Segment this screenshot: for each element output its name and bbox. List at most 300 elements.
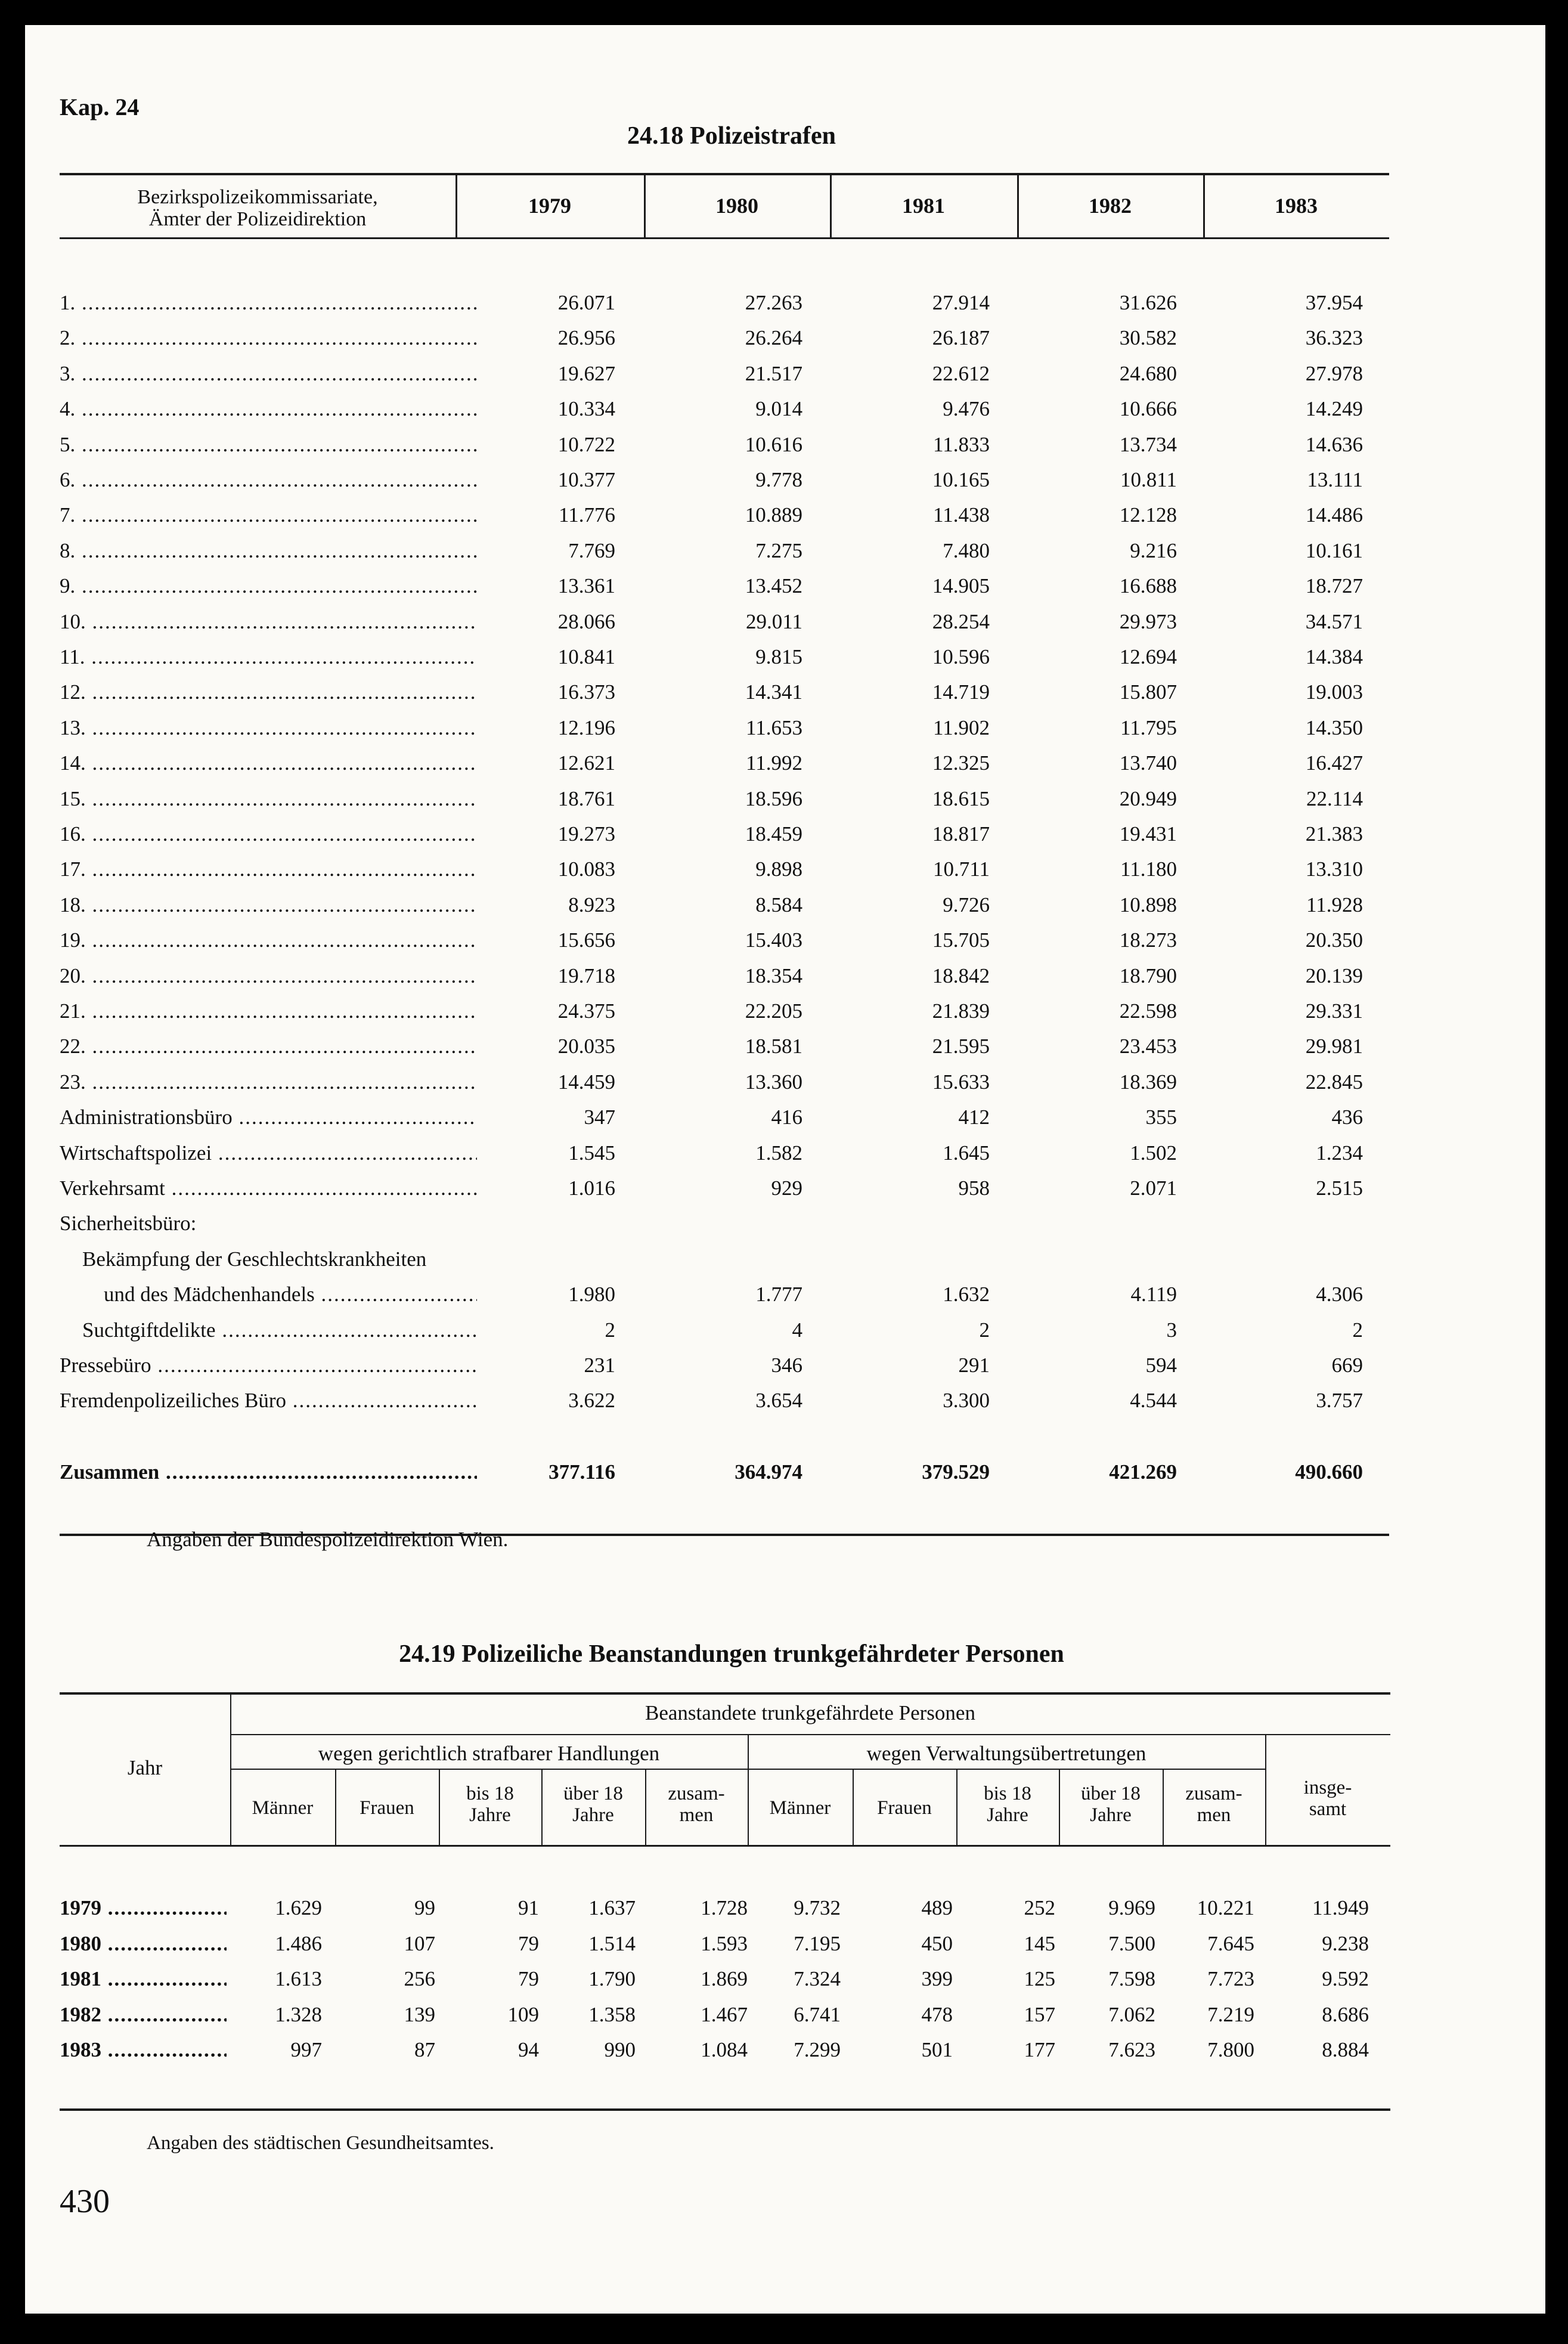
cell-1983: 14.350 — [1305, 716, 1363, 739]
table-row — [60, 1349, 1389, 1382]
cell-1982: 4.119 — [1130, 1283, 1177, 1306]
cell: 1.358 — [588, 2002, 636, 2026]
cell-1982: 13.740 — [1119, 751, 1177, 775]
subheader-5: Männer — [769, 1797, 831, 1819]
table-row — [60, 818, 1389, 851]
cell-1983: 669 — [1331, 1354, 1363, 1377]
row-label: Zusammen — [60, 1460, 160, 1484]
cell-1979: 10.083 — [557, 857, 615, 881]
cell-1983: 490.660 — [1295, 1460, 1363, 1484]
table-row — [60, 924, 1389, 957]
cell-1979: 1.016 — [568, 1176, 615, 1200]
table-row — [60, 286, 1389, 320]
cell-1980: 10.889 — [745, 503, 802, 527]
year-header-1981: 1981 — [902, 194, 945, 218]
cell-1980: 18.596 — [745, 787, 802, 810]
cell-1981: 291 — [958, 1354, 990, 1377]
cell: 11.949 — [1312, 1896, 1369, 1919]
cell-1983: 37.954 — [1305, 291, 1363, 314]
row-label: 6. — [60, 468, 76, 491]
cell: 7.324 — [794, 1967, 841, 1990]
cell-1979: 7.769 — [568, 538, 615, 562]
cell-1981: 14.719 — [932, 680, 990, 704]
cell-1979: 1.545 — [568, 1141, 615, 1165]
cell-1981: 3.300 — [943, 1389, 990, 1413]
cell-1983: 14.249 — [1305, 397, 1363, 421]
cell: 7.800 — [1207, 2038, 1254, 2061]
row-label: 2. — [60, 326, 76, 350]
subheader-8: über 18 Jahre — [1081, 1783, 1141, 1826]
row-label: 1. — [60, 291, 76, 314]
cell-1980: 18.581 — [745, 1035, 802, 1058]
cell: 79 — [518, 1967, 539, 1990]
cell-1982: 29.973 — [1119, 609, 1177, 633]
row-label: 18. — [60, 893, 86, 916]
cell-1979: 26.071 — [557, 291, 615, 314]
year-header-1982: 1982 — [1089, 194, 1132, 218]
cell-1979: 3.622 — [568, 1389, 615, 1413]
cell-1982: 13.734 — [1119, 432, 1177, 456]
cell: 87 — [414, 2038, 435, 2061]
cell-1979: 10.722 — [557, 432, 615, 456]
table-row — [60, 357, 1389, 391]
cell: 7.219 — [1207, 2002, 1254, 2026]
cell: 125 — [1024, 1967, 1055, 1990]
cell-1981: 18.842 — [932, 964, 990, 987]
table-row — [60, 428, 1389, 462]
cell-1980: 15.403 — [745, 928, 802, 952]
cell-1979: 28.066 — [557, 609, 615, 633]
table-row — [60, 1172, 1389, 1205]
row-label: 11. — [60, 645, 85, 668]
cell-1980: 14.341 — [745, 680, 802, 704]
row-year: 1979 — [60, 1896, 101, 1919]
row-label: Bekämpfung der Geschlechtskrankheiten — [82, 1247, 427, 1271]
cell-1982: 15.807 — [1119, 680, 1177, 704]
subheader-3: über 18 Jahre — [563, 1783, 623, 1826]
year-header-1979: 1979 — [528, 194, 571, 218]
cell-1982: 30.582 — [1119, 326, 1177, 350]
row-year: 1980 — [60, 1931, 101, 1955]
drunk-persons-table — [60, 1692, 1390, 2134]
cell-1982: 9.216 — [1130, 538, 1177, 562]
subheader-2: bis 18 Jahre — [466, 1783, 514, 1826]
cell-1983: 21.383 — [1305, 822, 1363, 846]
cell-1981: 10.596 — [932, 645, 990, 668]
cell: 1.084 — [701, 2038, 748, 2061]
subheader-9: zusam- men — [1185, 1783, 1242, 1826]
cell: 7.723 — [1207, 1967, 1254, 1990]
cell-1981: 11.902 — [933, 716, 990, 739]
cell-1980: 26.264 — [745, 326, 802, 350]
subheader-7: bis 18 Jahre — [984, 1783, 1031, 1826]
cell-1983: 1.234 — [1316, 1141, 1363, 1165]
row-label: 13. — [60, 716, 86, 739]
cell: 7.623 — [1108, 2038, 1155, 2061]
cell-1982: 16.688 — [1119, 574, 1177, 598]
cell-1980: 9.898 — [755, 857, 802, 881]
cell-1983: 3.757 — [1316, 1389, 1363, 1413]
cell-1983: 27.978 — [1305, 361, 1363, 385]
cell-1980: 18.459 — [745, 822, 802, 846]
cell-1980: 9.815 — [755, 645, 802, 668]
cell-1981: 412 — [958, 1106, 990, 1129]
row-label: 23. — [60, 1070, 86, 1094]
row-label: 15. — [60, 787, 86, 810]
cell-1982: 10.811 — [1120, 468, 1177, 491]
row-label: 4. — [60, 397, 76, 421]
cell-1979: 24.375 — [557, 999, 615, 1023]
row-label: 12. — [60, 680, 86, 704]
cell-1982: 23.453 — [1119, 1035, 1177, 1058]
cell: 9.238 — [1322, 1931, 1369, 1955]
cell-1980: 13.360 — [745, 1070, 802, 1094]
row-label: Fremdenpolizeiliches Büro — [60, 1389, 287, 1413]
table-row — [60, 995, 1389, 1028]
table-row — [60, 569, 1389, 603]
table-row — [60, 392, 1389, 426]
cell: 10.221 — [1197, 1896, 1254, 1919]
cell: 7.299 — [794, 2038, 841, 2061]
section-label — [60, 1207, 1389, 1240]
row-label: 14. — [60, 751, 86, 775]
cell-1981: 11.833 — [933, 432, 990, 456]
cell-1979: 10.841 — [557, 645, 615, 668]
cell-1980: 21.517 — [745, 361, 802, 385]
cell-1981: 28.254 — [932, 609, 990, 633]
row-label: 9. — [60, 574, 76, 598]
year-column-header: Jahr — [127, 1756, 163, 1779]
subheader-1: Frauen — [360, 1797, 414, 1819]
cell-1982: 20.949 — [1119, 787, 1177, 810]
cell-1982: 22.598 — [1119, 999, 1177, 1023]
cell-1983: 11.928 — [1306, 893, 1363, 916]
row-label: 3. — [60, 361, 76, 385]
table-row — [60, 605, 1389, 639]
table2-source: Angaben des städtischen Gesundheitsamtes. — [147, 2132, 494, 2154]
page-number: 430 — [60, 2183, 110, 2220]
cell-1981: 27.914 — [932, 291, 990, 314]
cell-1981: 12.325 — [932, 751, 990, 775]
cell: 7.500 — [1108, 1931, 1155, 1955]
cell-1979: 12.196 — [557, 716, 615, 739]
table-row — [60, 1384, 1389, 1417]
cell-1983: 436 — [1331, 1106, 1363, 1129]
row-label: 5. — [60, 432, 76, 456]
cell-1980: 18.354 — [745, 964, 802, 987]
cell-1982: 355 — [1145, 1106, 1177, 1129]
cell: 1.514 — [588, 1931, 636, 1955]
cell: 99 — [414, 1896, 435, 1919]
cell: 177 — [1024, 2038, 1055, 2061]
cell-1983: 10.161 — [1305, 538, 1363, 562]
total-header: insge- samt — [1303, 1777, 1352, 1820]
cell: 7.062 — [1108, 2002, 1155, 2026]
cell-1981: 11.438 — [933, 503, 990, 527]
cell: 8.686 — [1322, 2002, 1369, 2026]
row-label: und des Mädchenhandels — [104, 1283, 315, 1306]
table-row — [60, 888, 1389, 922]
cell-1981: 18.817 — [932, 822, 990, 846]
cell-1980: 11.653 — [746, 716, 802, 739]
cell: 9.732 — [794, 1896, 841, 1919]
cell-1982: 12.128 — [1119, 503, 1177, 527]
cell-1982: 594 — [1145, 1354, 1177, 1377]
cell-1981: 21.839 — [932, 999, 990, 1023]
cell-1980: 10.616 — [745, 432, 802, 456]
cell-1981: 14.905 — [932, 574, 990, 598]
cell: 9.969 — [1108, 1896, 1155, 1919]
row-label: 8. — [60, 538, 76, 562]
cell-1982: 31.626 — [1119, 291, 1177, 314]
total-row — [60, 1456, 1389, 1489]
cell-1979: 13.361 — [557, 574, 615, 598]
cell-1981: 1.645 — [943, 1141, 990, 1165]
cell-1983: 36.323 — [1305, 326, 1363, 350]
cell-1979: 19.627 — [557, 361, 615, 385]
cell-1982: 3 — [1166, 1318, 1177, 1342]
cell: 997 — [290, 2038, 322, 2061]
table-row — [60, 853, 1389, 886]
table-row — [60, 1314, 1389, 1347]
cell-1982: 421.269 — [1109, 1460, 1177, 1484]
year-header-1983: 1983 — [1275, 194, 1318, 218]
main-header: Beanstandete trunkgefährdete Personen — [645, 1701, 975, 1724]
cell: 489 — [921, 1896, 953, 1919]
cell-1982: 11.795 — [1120, 716, 1177, 739]
cell: 1.467 — [701, 2002, 748, 2026]
cell-1983: 2.515 — [1316, 1176, 1363, 1200]
cell: 8.884 — [1322, 2038, 1369, 2061]
cell-1980: 11.992 — [746, 751, 802, 775]
group-criminal-header: wegen gerichtlich strafbarer Handlungen — [318, 1742, 660, 1765]
table1-source: Angaben der Bundespolizeidirektion Wien. — [147, 1528, 509, 1551]
row-label: 16. — [60, 822, 86, 846]
cell-1981: 15.705 — [932, 928, 990, 952]
cell: 6.741 — [794, 2002, 841, 2026]
cell-1979: 12.621 — [557, 751, 615, 775]
chapter-label: Kap. 24 — [60, 94, 140, 120]
cell: 7.195 — [794, 1931, 841, 1955]
table-row — [60, 321, 1389, 355]
cell: 7.645 — [1207, 1931, 1254, 1955]
cell-1983: 18.727 — [1305, 574, 1363, 598]
cell-1981: 2 — [979, 1318, 990, 1342]
year-header-1980: 1980 — [715, 194, 758, 218]
cell-1982: 19.431 — [1119, 822, 1177, 846]
table-row — [60, 1030, 1389, 1063]
cell: 91 — [518, 1896, 539, 1919]
cell-1980: 8.584 — [755, 893, 802, 916]
cell-1980: 27.263 — [745, 291, 802, 314]
cell-1982: 1.502 — [1130, 1141, 1177, 1165]
cell: 109 — [507, 2002, 539, 2026]
cell: 1.629 — [275, 1896, 322, 1919]
subheader-0: Männer — [252, 1797, 314, 1819]
row-label: Suchtgiftdelikte — [82, 1318, 216, 1342]
cell-1981: 22.612 — [932, 361, 990, 385]
cell-1979: 11.776 — [559, 503, 615, 527]
cell-1983: 14.636 — [1305, 432, 1363, 456]
table-row — [60, 1137, 1389, 1170]
cell-1981: 958 — [958, 1176, 990, 1200]
table-row — [60, 1890, 1390, 1926]
row-year: 1983 — [60, 2038, 101, 2061]
cell: 256 — [404, 1967, 435, 1990]
cell-1979: 10.334 — [557, 397, 615, 421]
cell: 145 — [1024, 1931, 1055, 1955]
cell-1980: 3.654 — [755, 1389, 802, 1413]
row-year: 1982 — [60, 2002, 101, 2026]
cell-1980: 29.011 — [746, 609, 802, 633]
row-label: Verkehrsamt — [60, 1176, 165, 1200]
cell-1979: 18.761 — [557, 787, 615, 810]
cell: 252 — [1024, 1896, 1055, 1919]
table-row — [60, 1101, 1389, 1134]
row-label: 10. — [60, 609, 86, 633]
cell-1979: 8.923 — [568, 893, 615, 916]
cell-1983: 22.845 — [1305, 1070, 1363, 1094]
cell-1982: 24.680 — [1119, 361, 1177, 385]
cell-1979: 15.656 — [557, 928, 615, 952]
table-row — [60, 1926, 1390, 1962]
cell-1979: 2 — [605, 1318, 615, 1342]
cell-1979: 19.273 — [557, 822, 615, 846]
cell-1980: 13.452 — [745, 574, 802, 598]
cell-1981: 10.711 — [933, 857, 990, 881]
cell-1979: 1.980 — [568, 1283, 615, 1306]
cell: 79 — [518, 1931, 539, 1955]
cell-1981: 9.726 — [943, 893, 990, 916]
cell-1979: 347 — [584, 1106, 615, 1129]
row-label: Administrationsbüro — [60, 1106, 233, 1129]
cell-1982: 10.666 — [1119, 397, 1177, 421]
subheader-6: Frauen — [877, 1797, 932, 1819]
police-fines-table — [60, 173, 1389, 1544]
table-row — [60, 747, 1389, 780]
cell-1983: 13.111 — [1307, 468, 1363, 491]
cell-1979: 26.956 — [557, 326, 615, 350]
cell: 1.790 — [588, 1967, 636, 1990]
cell-1980: 1.777 — [755, 1283, 802, 1306]
cell: 1.613 — [275, 1967, 322, 1990]
cell-1979: 231 — [584, 1354, 615, 1377]
table-row — [60, 676, 1389, 709]
cell: 7.598 — [1108, 1967, 1155, 1990]
cell-1979: 377.116 — [549, 1460, 615, 1484]
cell-1979: 10.377 — [557, 468, 615, 491]
cell-1982: 18.273 — [1119, 928, 1177, 952]
cell-1980: 346 — [771, 1354, 802, 1377]
cell-1982: 10.898 — [1119, 893, 1177, 916]
section-sublabel — [60, 1243, 1389, 1276]
cell: 9.592 — [1322, 1967, 1369, 1990]
cell-1983: 29.331 — [1305, 999, 1363, 1023]
table-row — [60, 1997, 1390, 2033]
cell: 501 — [921, 2038, 953, 2061]
cell-1982: 11.180 — [1120, 857, 1177, 881]
table-row — [60, 2032, 1390, 2068]
cell-1983: 14.384 — [1305, 645, 1363, 668]
group-administrative-header: wegen Verwaltungsübertretungen — [866, 1742, 1146, 1765]
cell-1981: 18.615 — [932, 787, 990, 810]
cell-1981: 1.632 — [943, 1283, 990, 1306]
table2-title: 24.19 Polizeiliche Beanstandungen trunkgefährdeter Personen — [399, 1640, 1064, 1668]
table1-title: 24.18 Polizeistrafen — [627, 122, 836, 150]
cell: 107 — [404, 1931, 435, 1955]
cell: 1.637 — [588, 1896, 636, 1919]
table-row — [60, 1961, 1390, 1997]
cell: 1.728 — [701, 1896, 748, 1919]
cell-1983: 20.139 — [1305, 964, 1363, 987]
cell-1980: 9.014 — [755, 397, 802, 421]
cell-1980: 7.275 — [755, 538, 802, 562]
cell: 450 — [921, 1931, 953, 1955]
cell-1981: 9.476 — [943, 397, 990, 421]
cell-1983: 14.486 — [1305, 503, 1363, 527]
row-label: 21. — [60, 999, 86, 1023]
cell-1982: 2.071 — [1130, 1176, 1177, 1200]
row-label: 22. — [60, 1035, 86, 1058]
row-label: 17. — [60, 857, 86, 881]
row-label: 19. — [60, 928, 86, 952]
table-row — [60, 1066, 1389, 1099]
cell: 94 — [518, 2038, 539, 2061]
cell-1981: 26.187 — [932, 326, 990, 350]
cell-1981: 10.165 — [932, 468, 990, 491]
cell-1983: 13.310 — [1305, 857, 1363, 881]
cell-1980: 22.205 — [745, 999, 802, 1023]
table-row — [60, 711, 1389, 745]
cell-1980: 364.974 — [735, 1460, 802, 1484]
cell-1982: 4.544 — [1130, 1389, 1177, 1413]
cell-1983: 19.003 — [1305, 680, 1363, 704]
cell-1980: 9.778 — [755, 468, 802, 491]
cell-1983: 4.306 — [1316, 1283, 1363, 1306]
cell-1981: 21.595 — [932, 1035, 990, 1058]
table-row — [60, 959, 1389, 993]
row-label: Pressebüro — [60, 1354, 151, 1377]
document-page — [25, 25, 1545, 2314]
cell: 1.869 — [701, 1967, 748, 1990]
cell-1983: 34.571 — [1305, 609, 1363, 633]
row-label: Sicherheitsbüro: — [60, 1212, 197, 1236]
table-row — [60, 1278, 1389, 1311]
cell-1981: 7.480 — [943, 538, 990, 562]
cell-1983: 22.114 — [1306, 787, 1363, 810]
cell: 990 — [604, 2038, 636, 2061]
cell-1981: 379.529 — [922, 1460, 990, 1484]
table-row — [60, 640, 1389, 674]
cell-1980: 416 — [771, 1106, 802, 1129]
cell-1979: 20.035 — [557, 1035, 615, 1058]
cell-1979: 19.718 — [557, 964, 615, 987]
table-row — [60, 534, 1389, 568]
cell: 399 — [921, 1967, 953, 1990]
cell-1980: 4 — [792, 1318, 802, 1342]
cell: 1.486 — [275, 1931, 322, 1955]
cell: 1.328 — [275, 2002, 322, 2026]
cell-1983: 16.427 — [1305, 751, 1363, 775]
cell-1982: 12.694 — [1119, 645, 1177, 668]
cell-1982: 18.369 — [1119, 1070, 1177, 1094]
row-label: 20. — [60, 964, 86, 987]
subheader-4: zusam- men — [668, 1783, 725, 1826]
cell-1982: 18.790 — [1119, 964, 1177, 987]
cell: 478 — [921, 2002, 953, 2026]
cell-1980: 929 — [771, 1176, 802, 1200]
table-row — [60, 463, 1389, 497]
